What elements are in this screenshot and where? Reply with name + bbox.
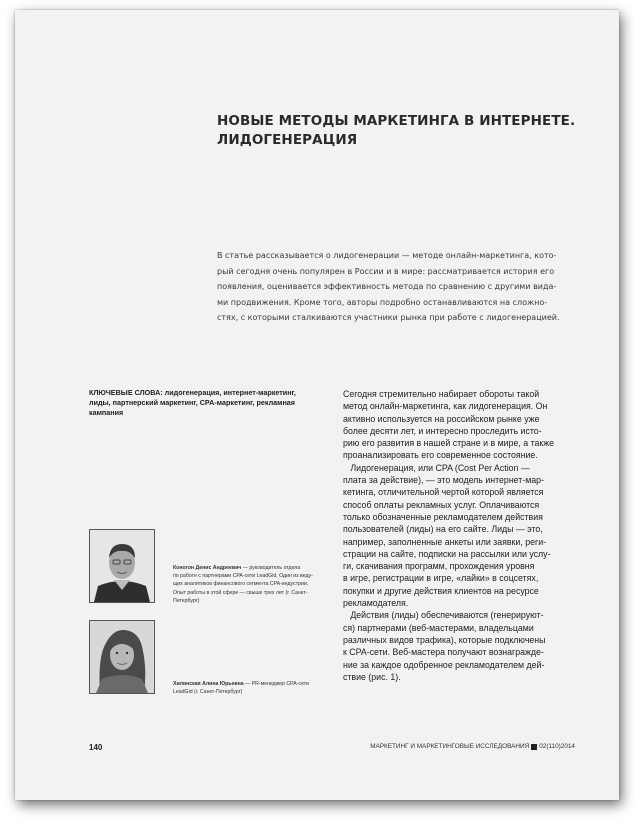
square-bullet-icon [531, 744, 537, 750]
author-name: Коногон Денис Андреевич [173, 565, 242, 571]
keywords-line: лиды, партнерский маркетинг, CPA-маркетинг, рекламная [89, 398, 295, 407]
keywords [89, 388, 329, 418]
abstract-line: рый сегодня очень популярен в России и в мире: рассматривается история его [217, 266, 555, 276]
author-bio [173, 680, 333, 696]
body-line: проанализировать его современное состояние. [343, 450, 538, 461]
body-line: способ оплаты рекламных услуг. Оплачиваются [343, 499, 540, 510]
bio-line: — PR-менеджер CPA-сети [243, 681, 309, 687]
title-line: ЛИДОГЕНЕРАЦИЯ [217, 132, 358, 148]
author-bio [173, 564, 333, 605]
abstract-line: ми продвижения. Кроме того, авторы подробно останавливаются на сложно- [217, 297, 548, 307]
abstract-line: появления, оценивается эффективность метода по сравнению с другими вида- [217, 282, 557, 292]
journal-page [15, 10, 619, 800]
body-line: Сегодня стремительно набирает обороты такой [343, 389, 540, 399]
keywords-line: кампания [89, 408, 124, 417]
abstract [217, 248, 589, 326]
body-line: ся) партнерами (веб-мастерами, владельцами [343, 622, 534, 633]
journal-name: МАРКЕТИНГ И МАРКЕТИНГОВЫЕ ИССЛЕДОВАНИЯ [370, 743, 530, 750]
author-name: Хилинская Алина Юрьевна [173, 681, 244, 687]
bio-line: Петербург) [173, 597, 200, 604]
body-line: Действия (лиды) обеспечиваются (генерируют- [343, 610, 544, 621]
bio-line: — руководитель отдела [241, 565, 301, 571]
body-line: метод онлайн-маркетинга, как лидогенерация. Он [343, 401, 548, 412]
bio-line: по работе с партнерами CPA-сети LeadGid. Один из веду- [173, 573, 313, 580]
body-line: более десяти лет, и интересно проследить исто- [343, 425, 542, 436]
body-line: ствие (рис. 1). [343, 671, 401, 682]
abstract-line: В статье рассказывается о лидогенерации — методе онлайн-маркетинга, кото- [217, 251, 557, 260]
body-line: в игре, регистрации в игре, «лайки» в соцсетях, [343, 573, 539, 584]
body-line: плата за действие), — это модель интернет-мар- [343, 475, 545, 486]
page-number: 140 [89, 743, 103, 752]
bio-line: Опыт работы в этой сфере — свыше трех лет (г. Санкт- [173, 589, 308, 596]
body-line: покупки и другие действия клиентов на ресурсе [343, 585, 539, 596]
body-line: активно используется на российском рынке уже [343, 413, 540, 424]
body-line: ние за каждое одобренное рекламодателем дей- [343, 659, 545, 670]
abstract-line: стях, с которыми сталкиваются участники рынка при работе с лидогенерацией. [217, 313, 560, 323]
article-title [217, 112, 577, 150]
body-line: кетинга, отличительной чертой которой является [343, 487, 544, 498]
author-portrait-man [90, 530, 154, 602]
body-line: ги, скачивания программ, прохождения уровня [343, 561, 535, 572]
body-line: только обозначенные рекламодателем действия [343, 511, 543, 522]
body-line: рию его развития в нашей стране и в мире, а также [343, 438, 555, 449]
article-body [343, 388, 593, 683]
body-line: например, заполненные анкеты или заявки, реги- [343, 536, 547, 547]
body-line: страции на сайте, подписки на рассылки или услу- [343, 548, 551, 559]
author-photo [89, 529, 155, 603]
body-line: рекламодателя. [343, 598, 409, 609]
body-line: к CPA-сети. Веб-мастера получают вознагражде- [343, 647, 544, 658]
author-portrait-woman [90, 621, 154, 693]
body-line: пользователей (лиды) на его сайте. Лиды — это, [343, 524, 543, 535]
title-line: НОВЫЕ МЕТОДЫ МАРКЕТИНГА В ИНТЕРНЕТЕ. [217, 113, 576, 129]
body-line: различных видов трафика), которые подключены [343, 634, 546, 645]
issue-number: 02(110)2014 [539, 743, 575, 750]
body-line: Лидогенерация, или CPA (Cost Per Action — [343, 462, 530, 473]
running-footer [370, 743, 575, 750]
author-photo [89, 620, 155, 694]
bio-line: LeadGid (г. Санкт-Петербург) [173, 689, 243, 696]
keywords-line: КЛЮЧЕВЫЕ СЛОВА: лидогенерация, интернет-маркетинг, [89, 388, 296, 397]
bio-line: щих аналитиков финансового сегмента CPA-индустрии. [173, 581, 309, 588]
